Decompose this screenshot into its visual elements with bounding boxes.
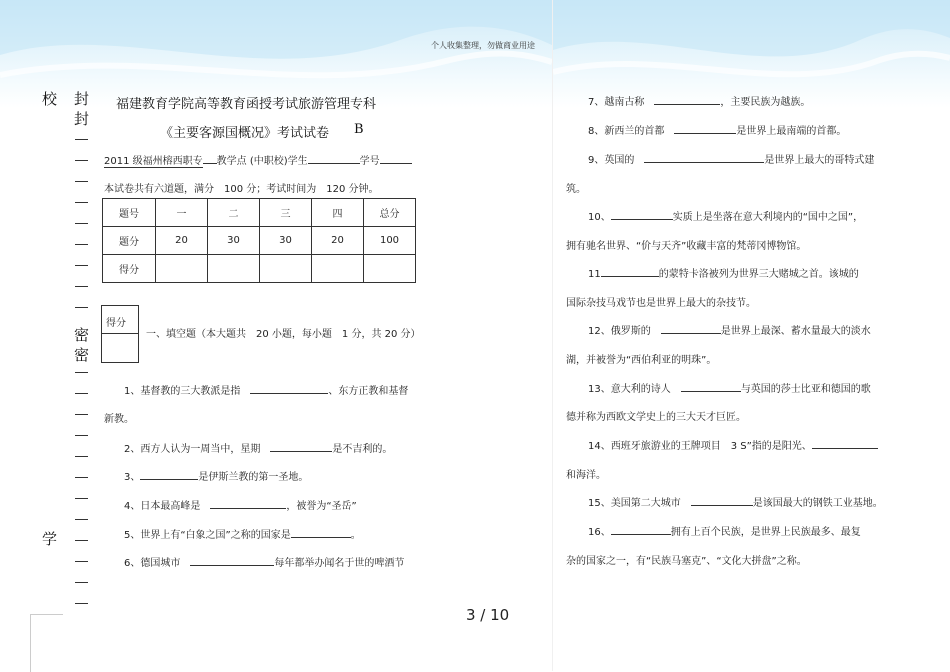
score-table-row-points — [103, 227, 416, 255]
question-10: 10、 实质上是坐落在意大利境内的“国中之国”， — [588, 212, 864, 223]
question-13: 13、意大利的诗人 与英国的莎士比亚和德国的歌 — [588, 384, 871, 395]
score-table — [102, 198, 416, 283]
margin-label-feng-2: 封 — [74, 110, 90, 128]
watermark-text: 个人收集整理，勿做商业用途 — [431, 41, 535, 50]
answer-blank[interactable] — [644, 162, 764, 163]
student-no-label: 学号 — [359, 156, 380, 167]
question-8: 8、新西兰的首都 是世界上最南端的首都。 — [588, 126, 847, 137]
score-table-cell[interactable] — [312, 255, 364, 283]
score-table-cell[interactable] — [156, 255, 208, 283]
answer-blank[interactable] — [190, 565, 274, 566]
question-16-cont: 杂的国家之一，有“民族马塞克”、“文化大拼盘”之称。 — [566, 556, 807, 567]
question-4: 4、日本最高峰是 ，被誉为“圣岳” — [124, 501, 357, 512]
score-table-cell: 30 — [260, 227, 312, 255]
question-12-cont: 湖，并被誉为“西伯利亚的明珠”。 — [566, 355, 717, 366]
student-name-blank[interactable] — [308, 163, 360, 164]
score-table-cell: 20 — [156, 227, 208, 255]
answer-blank[interactable] — [291, 537, 351, 538]
score-table-cell[interactable] — [364, 255, 416, 283]
answer-blank[interactable] — [654, 104, 720, 105]
section-score-box — [101, 305, 139, 363]
margin-label-xue: 学 — [42, 530, 58, 548]
score-table-header-row — [103, 199, 416, 227]
question-9: 9、英国的 是世界上最大的哥特式建 — [588, 155, 875, 166]
question-2: 2、西方人认为一周当中，星期 是不吉利的。 — [124, 444, 393, 455]
answer-blank[interactable] — [674, 133, 736, 134]
score-table-cell: 题分 — [103, 227, 156, 255]
score-table-cell: 题号 — [103, 199, 156, 227]
score-table-cell[interactable] — [208, 255, 260, 283]
teaching-point: 教学点 (中职校)学生 — [216, 156, 308, 167]
student-no-blank[interactable] — [380, 163, 412, 164]
question-3: 3、 是伊斯兰教的第一圣地。 — [124, 472, 309, 483]
question-14-cont: 和海洋。 — [566, 470, 606, 481]
question-9-cont: 筑。 — [566, 184, 586, 195]
section-title: 一、填空题（本大题共 20 小题，每小题 1 分，共 20 分） — [146, 329, 421, 340]
page-number: 3 / 10 — [466, 606, 510, 624]
score-table-cell: 100 — [364, 227, 416, 255]
score-table-cell: 总分 — [364, 199, 416, 227]
question-15: 15、美国第二大城市 是该国最大的钢铁工业基地。 — [588, 498, 883, 509]
question-6: 6、德国城市 每年都举办闻名于世的啤酒节 — [124, 558, 405, 569]
score-table-cell: 二 — [208, 199, 260, 227]
margin-label-mi-1: 密 — [74, 326, 90, 344]
score-table-cell: 三 — [260, 199, 312, 227]
answer-blank[interactable] — [270, 451, 332, 452]
bottom-left-box — [30, 614, 63, 672]
score-table-cell: 四 — [312, 199, 364, 227]
question-11: 11 的蒙特卡洛被列为世界三大赌城之首。该城的 — [588, 269, 859, 280]
question-13-cont: 德并称为西欧文学史上的三大天才巨匠。 — [566, 412, 746, 423]
margin-label-xiao: 校 — [42, 90, 58, 108]
answer-blank[interactable] — [812, 448, 878, 449]
answer-blank[interactable] — [611, 219, 673, 220]
margin-label-mi-2: 密 — [74, 346, 90, 364]
answer-blank[interactable] — [691, 505, 753, 506]
question-1-cont: 新教。 — [104, 414, 134, 425]
answer-blank[interactable] — [250, 393, 328, 394]
section-score-label: 得分 — [106, 318, 126, 329]
class-line — [104, 152, 412, 168]
score-table-cell[interactable] — [260, 255, 312, 283]
answer-blank[interactable] — [681, 391, 741, 392]
answer-blank[interactable] — [140, 479, 198, 480]
answer-blank[interactable] — [661, 333, 721, 334]
answer-blank[interactable] — [611, 534, 671, 535]
exam-info: 本试卷共有六道题，满分 100 分；考试时间为 120 分钟。 — [104, 184, 379, 195]
class-name: 2011 级福州榕西职专 — [104, 152, 203, 168]
page-divider — [552, 0, 553, 671]
margin-label-feng-1: 封 — [74, 90, 90, 108]
score-table-cell: 30 — [208, 227, 260, 255]
answer-blank[interactable] — [601, 276, 659, 277]
question-12: 12、俄罗斯的 是世界上最深、蓄水量最大的淡水 — [588, 326, 871, 337]
score-table-cell: 得分 — [103, 255, 156, 283]
score-table-cell: 一 — [156, 199, 208, 227]
banner-wave-decoration — [0, 0, 950, 108]
question-16: 16、 拥有上百个民族，是世界上民族最多、最复 — [588, 527, 861, 538]
score-table-cell: 20 — [312, 227, 364, 255]
question-10-cont: 拥有驰名世界、“价与天齐”收藏丰富的梵蒂冈博物馆。 — [566, 241, 807, 252]
question-11-cont: 国际杂技马戏节也是世界上最大的杂技节。 — [566, 298, 756, 309]
question-5: 5、世界上有“白象之国”之称的国家是 。 — [124, 530, 361, 541]
question-7: 7、越南古称 ，主要民族为越族。 — [588, 97, 811, 108]
exam-variant: B — [354, 122, 364, 137]
answer-blank[interactable] — [210, 508, 286, 509]
exam-title: 福建教育学院高等教育函授考试旅游管理专科 — [116, 97, 377, 112]
question-1: 1、基督教的三大教派是指 、东方正教和基督 — [124, 386, 409, 397]
question-14: 14、西班牙旅游业的王牌项目 3 S”指的是阳光、 — [588, 437, 878, 452]
score-table-row-scored — [103, 255, 416, 283]
exam-subtitle: 《主要客源国概况》考试试卷 — [160, 126, 330, 141]
